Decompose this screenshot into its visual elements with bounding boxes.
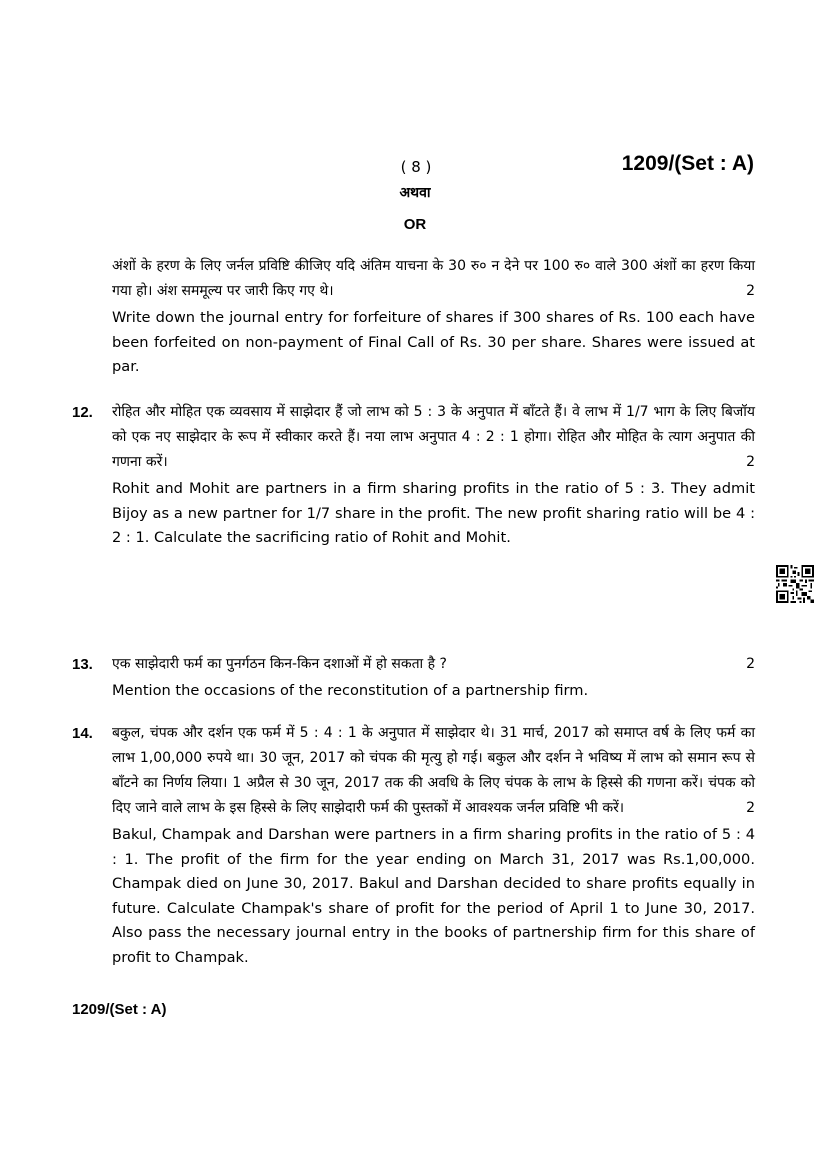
q13-hindi-text: एक साझेदारी फर्म का पुनर्गठन किन-किन दशाओं में हो सकता है ? (112, 656, 447, 672)
q14-hindi-text: बकुल, चंपक और दर्शन एक फर्म में 5 : 4 : 1 के अनुपात में साझेदार थे। 31 मार्च, 2017 को समाप्त वर्ष के लिए फर्म का लाभ 1,00,000 रुपये था। 30 जून, 2017 को चंपक की मृत्यु हो गई। बकुल और दर्शन ने भविष्य में लाभ को समान रूप से बाँटने का निर्णय लिया। 1 अप्रैल से 30 जून, 2017 तक की अवधि के लिए चंपक के लाभ के हिस्से की गणना करें। चंपक को दिए जाने वाले लाभ के इस हिस्से के लिए साझेदारी फर्म की पुस्तकों में आवश्यक जर्नल प्रविष्टि भी करें। (112, 725, 755, 816)
q12-english-text: Rohit and Mohit are partners in a firm sharing profits in the ratio of 5 : 3. They admit Bijoy as a new partner for 1/7 share in the profit. The new profit sharing ratio will be 4 : 2 : 1. Calculate the sacrificing ratio of Rohit and Mohit. (112, 480, 755, 546)
q11-marks: 2 (746, 283, 755, 299)
set-code-footer: 1209/(Set : A) (72, 1001, 167, 1018)
question-14 (112, 721, 755, 970)
q11-english-text: Write down the journal entry for forfeiture of shares if 300 shares of Rs. 100 each have been forfeited on non-payment of Final Call of Rs. 30 per share. Shares were issued at par. (112, 309, 755, 375)
qr-code-icon (776, 565, 814, 603)
question-12-number: 12. (72, 404, 93, 421)
q11-hindi-text: अंशों के हरण के लिए जर्नल प्रविष्टि कीजिए यदि अंतिम याचना के 30 रु० न देने पर 100 रु० वाले 300 अंशों का हरण किया गया हो। अंश सममूल्य पर जारी किए गए थे। (112, 258, 755, 299)
q14-english-text: Bakul, Champak and Darshan were partners in a firm sharing profits in the ratio of 5 : 4 : 1. The profit of the firm for the year ending on March 31, 2017 was Rs.1,00,000. Champak died on June 30, 2017. Bakul and Darshan decided to share profits equally in future. Calculate Champak's share of profit for the period of April 1 to June 30, 2017. Also pass the necessary journal entry in the books of partnership firm for this share of profit to Champak. (112, 826, 755, 966)
question-13-number: 13. (72, 656, 93, 673)
q12-hindi-text: रोहित और मोहित एक व्यवसाय में साझेदार हैं जो लाभ को 5 : 3 के अनुपात में बाँटते हैं। वे लाभ में 1/7 भाग के लिए बिजॉय को एक नए साझेदार के रूप में स्वीकार करते हैं। नया लाभ अनुपात 4 : 2 : 1 होगा। रोहित और मोहित के त्याग अनुपात की गणना करें। (112, 404, 755, 470)
question-12 (112, 400, 755, 551)
set-code-header: 1209/(Set : A) (621, 152, 754, 175)
q13-english-text: Mention the occasions of the reconstitution of a partnership firm. (112, 682, 589, 699)
q14-marks: 2 (746, 800, 755, 816)
question-11-alt (112, 254, 755, 380)
or-hindi: अथवा (399, 185, 431, 201)
page-number: ( 8 ) (400, 158, 432, 176)
or-english: OR (403, 216, 427, 233)
question-13 (112, 652, 755, 704)
question-14-number: 14. (72, 725, 93, 742)
q13-marks: 2 (746, 656, 755, 672)
q12-marks: 2 (746, 454, 755, 470)
